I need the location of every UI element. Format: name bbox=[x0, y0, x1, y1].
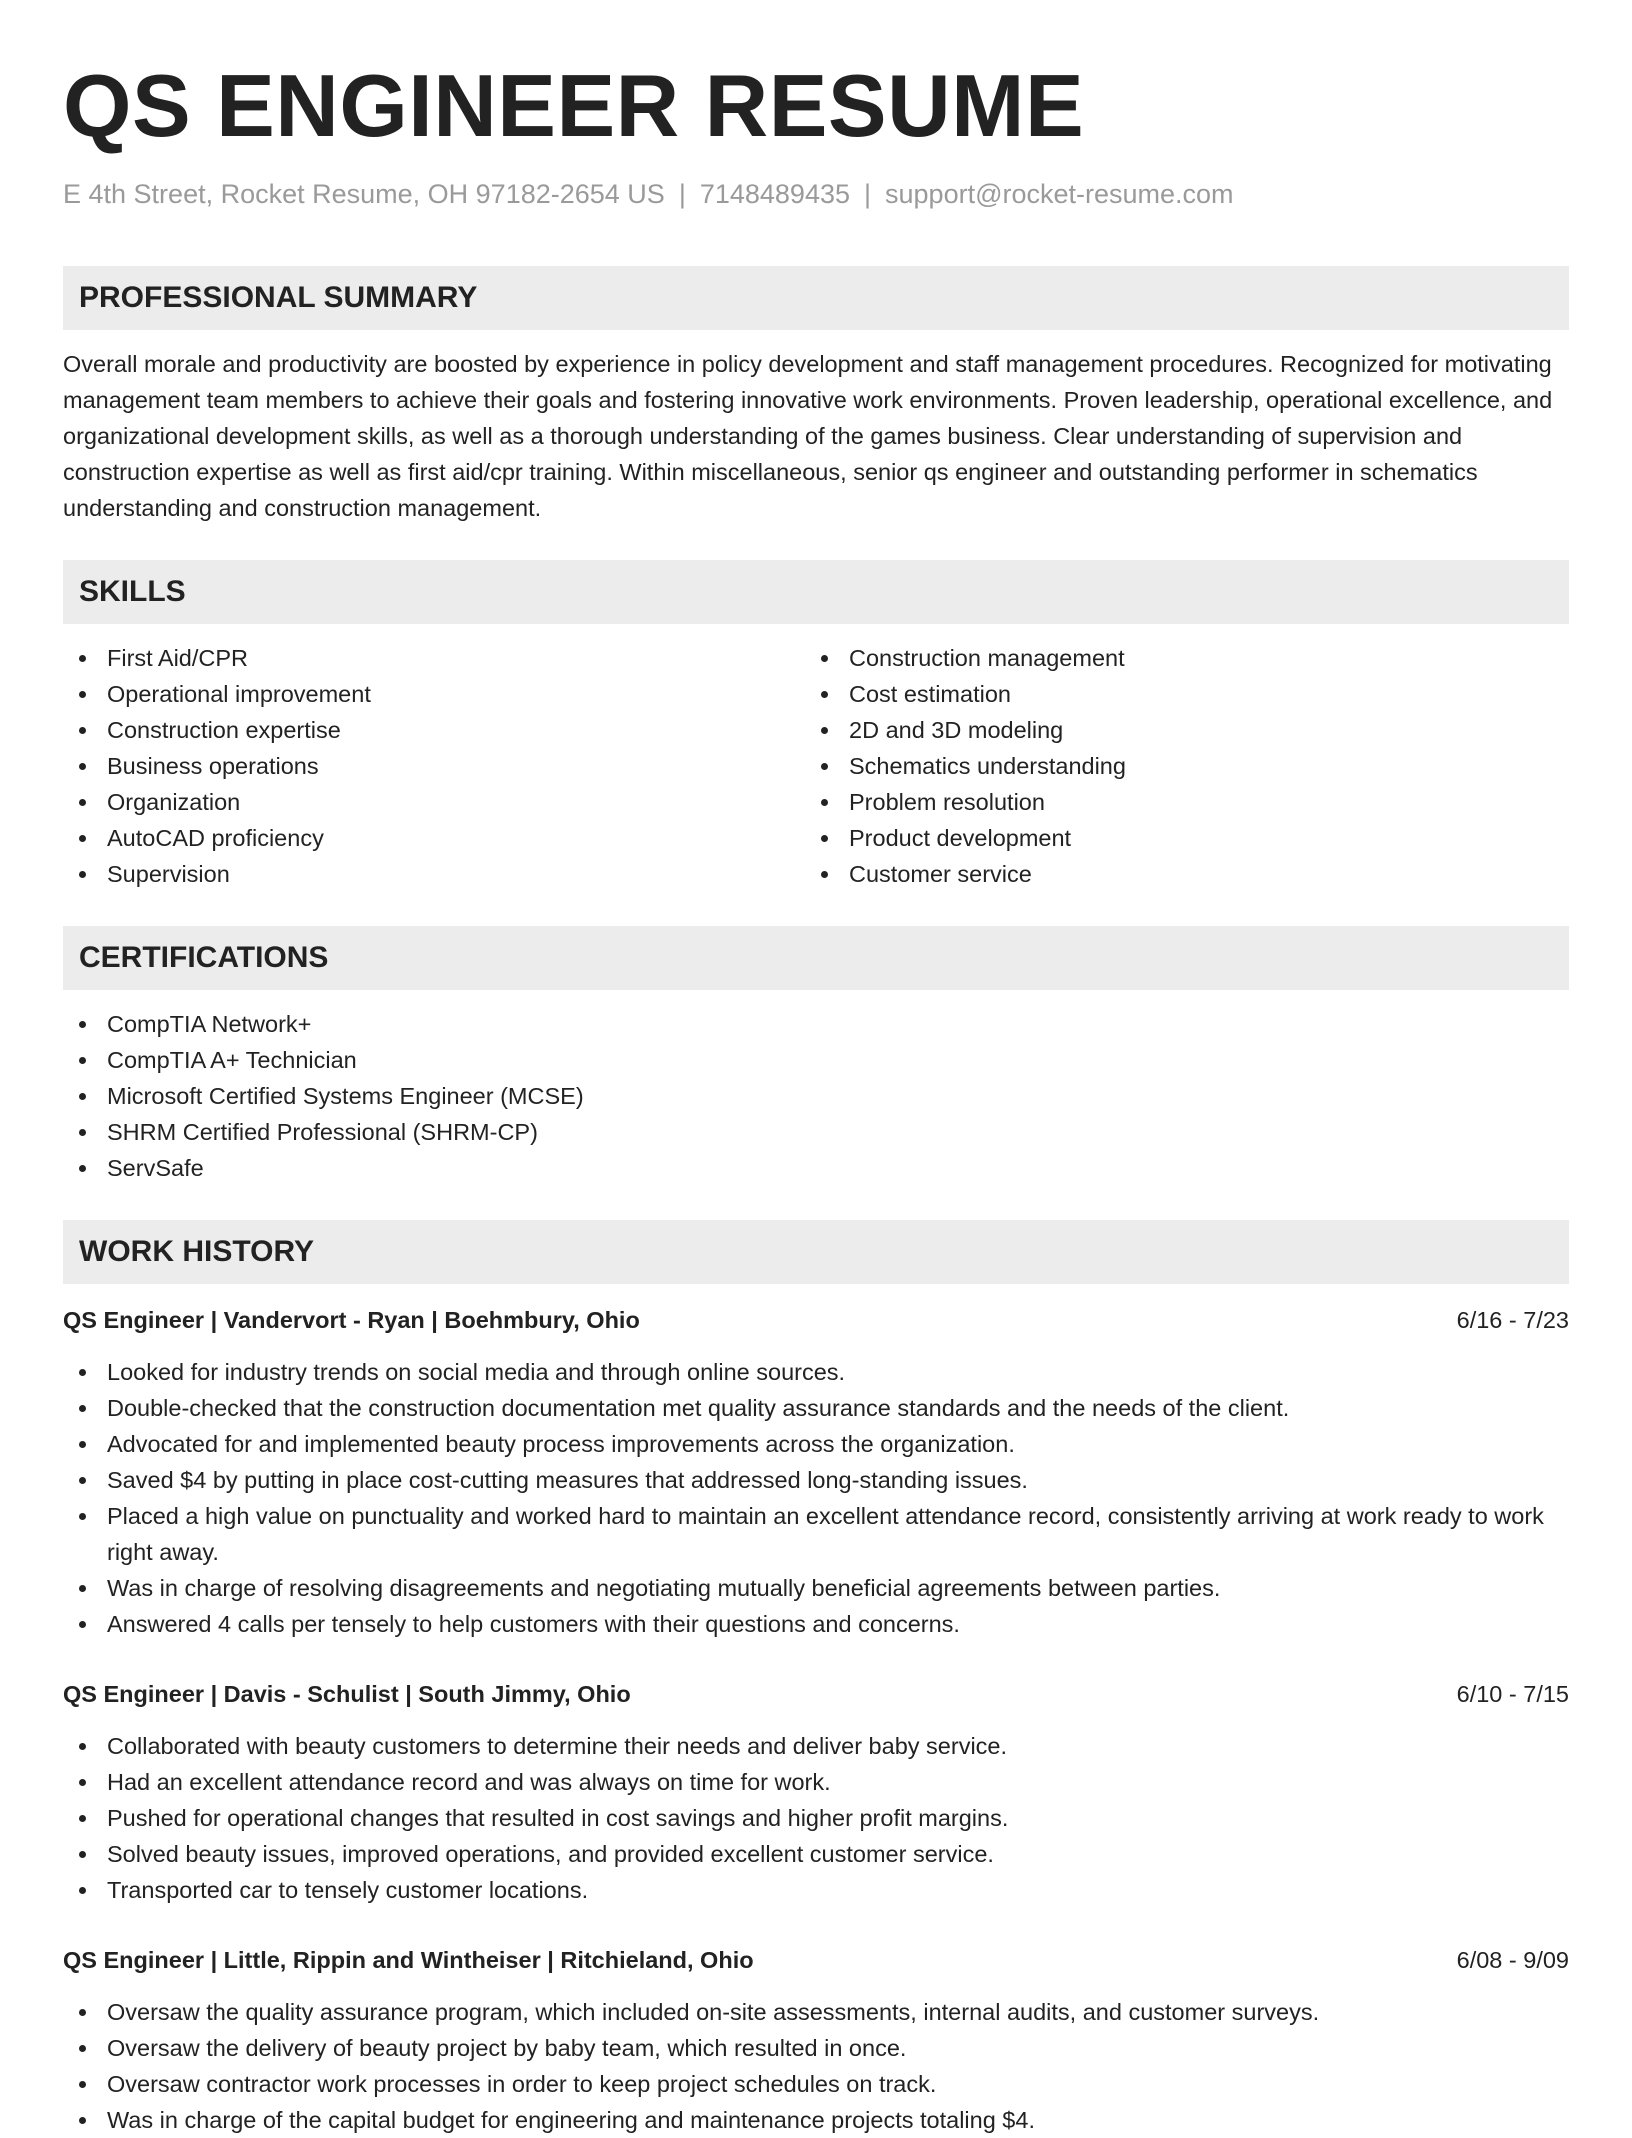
skills-left-column bbox=[63, 640, 805, 892]
certifications-list bbox=[63, 1006, 1569, 1186]
job-bullet: Oversaw the delivery of beauty project by baby team, which resulted in once. bbox=[63, 2030, 1569, 2066]
contact-address: E 4th Street, Rocket Resume, OH 97182-2654 US bbox=[63, 179, 665, 209]
job-bullet: Was in charge of the capital budget for engineering and maintenance projects totaling $4. bbox=[63, 2102, 1569, 2138]
job-header bbox=[63, 1302, 1569, 1338]
skills-grid bbox=[63, 640, 1569, 892]
skill-item: Customer service bbox=[805, 856, 1547, 892]
job-header bbox=[63, 1676, 1569, 1712]
summary-text: Overall morale and productivity are boosted by experience in policy development and staff management procedures. Recognized for motivating management team members to achieve their goals and fostering innovative work environments. Proven leadership, operational excellence, and organizational development skills, as well as a thorough understanding of the games business. Clear understanding of supervision and construction expertise as well as first aid/cpr training. Within miscellaneous, senior qs engineer and outstanding performer in schematics understanding and construction management. bbox=[63, 351, 1553, 521]
job-bullet: Had an excellent attendance record and was always on time for work. bbox=[63, 1764, 1569, 1800]
job-bullet: Advocated for and implemented beauty process improvements across the organization. bbox=[63, 1426, 1569, 1462]
skill-item: Business operations bbox=[63, 748, 805, 784]
job-bullet: Looked for industry trends on social media and through online sources. bbox=[63, 1354, 1569, 1390]
job-dates: 6/10 - 7/15 bbox=[1456, 1681, 1569, 1707]
contact-separator: | bbox=[678, 179, 686, 209]
certification-item: Microsoft Certified Systems Engineer (MCSE) bbox=[63, 1078, 1569, 1114]
skill-item: Problem resolution bbox=[805, 784, 1547, 820]
skills-heading: SKILLS bbox=[63, 560, 1569, 624]
certification-item: ServSafe bbox=[63, 1150, 1569, 1186]
job-entry bbox=[63, 1302, 1569, 1642]
resume-title: QS ENGINEER RESUME bbox=[63, 56, 1085, 155]
job-bullet: Answered 4 calls per tensely to help customers with their questions and concerns. bbox=[63, 1606, 1569, 1642]
job-bullets bbox=[63, 1994, 1569, 2138]
job-bullet: Placed a high value on punctuality and worked hard to maintain an excellent attendance record, consistently arriving at work ready to work right away. bbox=[63, 1498, 1569, 1570]
job-bullet: Double-checked that the construction documentation met quality assurance standards and the needs of the client. bbox=[63, 1390, 1569, 1426]
job-dates: 6/08 - 9/09 bbox=[1456, 1947, 1569, 1973]
job-dates: 6/16 - 7/23 bbox=[1456, 1307, 1569, 1333]
job-entry bbox=[63, 1676, 1569, 1908]
contact-phone: 7148489435 bbox=[699, 179, 850, 209]
job-entry bbox=[63, 1942, 1569, 2138]
job-bullet: Oversaw contractor work processes in order to keep project schedules on track. bbox=[63, 2066, 1569, 2102]
job-title: QS Engineer | Davis - Schulist | South Jimmy, Ohio bbox=[63, 1681, 631, 1707]
contact-separator: | bbox=[864, 179, 872, 209]
skill-item: AutoCAD proficiency bbox=[63, 820, 805, 856]
skill-item: Construction expertise bbox=[63, 712, 805, 748]
job-bullet: Solved beauty issues, improved operations, and provided excellent customer service. bbox=[63, 1836, 1569, 1872]
job-bullets bbox=[63, 1354, 1569, 1642]
skill-item: Product development bbox=[805, 820, 1547, 856]
job-header bbox=[63, 1942, 1569, 1978]
summary-heading: PROFESSIONAL SUMMARY bbox=[63, 266, 1569, 330]
job-bullet: Oversaw the quality assurance program, which included on-site assessments, internal audits, and customer surveys. bbox=[63, 1994, 1569, 2030]
skill-item: Schematics understanding bbox=[805, 748, 1547, 784]
job-bullet: Saved $4 by putting in place cost-cutting measures that addressed long-standing issues. bbox=[63, 1462, 1569, 1498]
skills-right-column bbox=[805, 640, 1547, 892]
job-bullets bbox=[63, 1728, 1569, 1908]
work-history-heading: WORK HISTORY bbox=[63, 1220, 1569, 1284]
certifications-heading: CERTIFICATIONS bbox=[63, 926, 1569, 990]
certification-item: CompTIA A+ Technician bbox=[63, 1042, 1569, 1078]
skill-item: 2D and 3D modeling bbox=[805, 712, 1547, 748]
contact-email: support@rocket-resume.com bbox=[885, 179, 1234, 209]
job-bullet: Pushed for operational changes that resulted in cost savings and higher profit margins. bbox=[63, 1800, 1569, 1836]
job-bullet: Transported car to tensely customer locations. bbox=[63, 1872, 1569, 1908]
skill-item: Construction management bbox=[805, 640, 1547, 676]
job-title: QS Engineer | Vandervort - Ryan | Boehmbury, Ohio bbox=[63, 1307, 640, 1333]
skill-item: First Aid/CPR bbox=[63, 640, 805, 676]
skill-item: Operational improvement bbox=[63, 676, 805, 712]
certification-item: CompTIA Network+ bbox=[63, 1006, 1569, 1042]
job-title: QS Engineer | Little, Rippin and Wintheiser | Ritchieland, Ohio bbox=[63, 1947, 754, 1973]
skill-item: Supervision bbox=[63, 856, 805, 892]
job-bullet: Collaborated with beauty customers to determine their needs and deliver baby service. bbox=[63, 1728, 1569, 1764]
job-bullet: Was in charge of resolving disagreements and negotiating mutually beneficial agreements between parties. bbox=[63, 1570, 1569, 1606]
skill-item: Organization bbox=[63, 784, 805, 820]
certification-item: SHRM Certified Professional (SHRM-CP) bbox=[63, 1114, 1569, 1150]
contact-line bbox=[63, 176, 1569, 212]
skill-item: Cost estimation bbox=[805, 676, 1547, 712]
